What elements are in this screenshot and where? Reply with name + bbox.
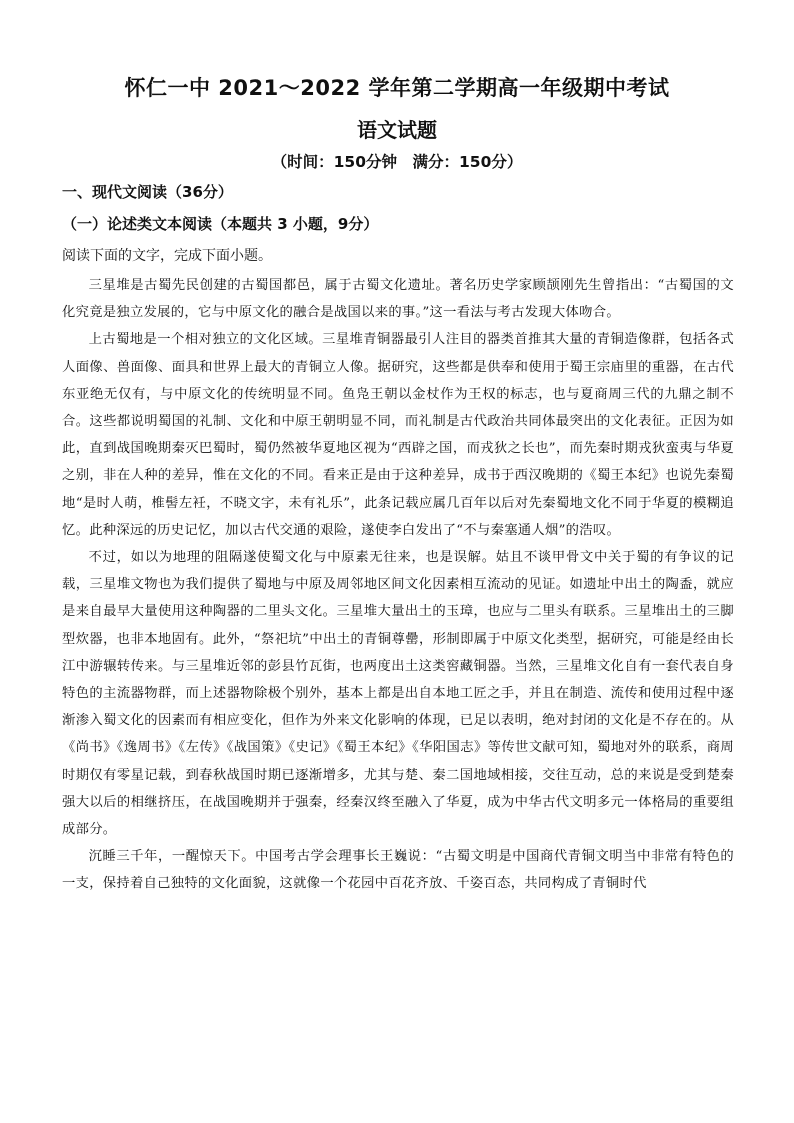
passage-paragraph: 不过，如以为地理的阻隔遂使蜀文化与中原素无往来，也是误解。姑且不谈甲骨文中关于蜀的有争议的记载，三星堆文物也为我们提供了蜀地与中原及周邻地区间文化因素相互流动的见证。如遗址中出土的陶盉，就应是来自最早大量使用这种陶器的二里头文化。三星堆大量出土的玉璋，也应与二里头有联系。三星堆出土的三脚型炊器，也非本地固有。此外，“祭祀坑”中出土的青铜尊罍，形制即属于中原文化类型，据研究，可能是经由长江中游辗转传来。与三星堆近邻的彭县竹瓦街，也两度出土这类窖藏铜器。当然，三星堆文化自有一套代表自身特色的主流器物群，而上述器物除极个别外，基本上都是出自本地工匠之手，并且在制造、流传和使用过程中逐渐渗入蜀文化的因素而有相应变化，但作为外来文化影响的体现，已足以表明，绝对封闭的文化是不存在的。从《尚书》《逸周书》《左传》《战国策》《史记》《蜀王本纪》《华阳国志》等传世文献可知，蜀地对外的联系，商周时期仅有零星记载，到春秋战国时期已逐渐增多，尤其与楚、秦二国地域相接，交往互动，总的来说是受到楚秦强大以后的相继挤压，在战国晚期并于强秦，经秦汉终至融入了华夏，成为中华古代文明多元一体格局的重要组成部分。 <box>62 550 734 838</box>
passage-body <box>62 272 734 898</box>
section-heading: 一、现代文阅读（36分） <box>62 183 233 201</box>
reading-instruction: 阅读下面的文字，完成下面小题。 <box>62 248 272 264</box>
passage-paragraph: 三星堆是古蜀先民创建的古蜀国都邑，属于古蜀文化遗址。著名历史学家顾颉刚先生曾指出：“古蜀国的文化究竟是独立发展的，它与中原文化的融合是战国以来的事。”这一看法与考古发现大体吻合。 <box>62 278 734 321</box>
passage-paragraph: 沉睡三千年，一醒惊天下。中国考古学会理事长王巍说：“古蜀文明是中国商代青铜文明当中非常有特色的一支，保持着自己独特的文化面貌，这就像一个花园中百花齐放、千姿百态，共同构成了青铜时代 <box>62 849 734 892</box>
subject-title: 语文试题 <box>357 118 437 142</box>
sub-section-heading: （一）论述类文本阅读（本题共 3 小题，9分） <box>62 215 379 233</box>
exam-title: 怀仁一中 2021～2022 学年第二学期高一年级期中考试 <box>124 76 670 100</box>
passage-paragraph: 上古蜀地是一个相对独立的文化区域。三星堆青铜器最引人注目的器类首推其大量的青铜造像群，包括各式人面像、兽面像、面具和世界上最大的青铜立人像。据研究，这些都是供奉和使用于蜀王宗庙里的重器，在古代东亚绝无仅有，与中原文化的传统明显不同。鱼凫王朝以金杖作为王权的标志，也与夏商周三代的九鼎之制不合。这些都说明蜀国的礼制、文化和中原王朝明显不同，而礼制是古代政治共同体最突出的文化表征。正因为如此，直到战国晚期秦灭巴蜀时，蜀仍然被华夏地区视为“西辟之国，而戎狄之长也”，而先秦时期戎狄蛮夷与华夏之别，非在人种的差异，惟在文化的不同。看来正是由于这种差异，成书于西汉晚期的《蜀王本纪》也说先秦蜀地“是时人萌，椎髻左衽，不晓文字，未有礼乐”，此条记载应属几百年以后对先秦蜀地文化不同于华夏的模糊追忆。此种深远的历史记忆，加以古代交通的艰险，遂使李白发出了“不与秦塞通人烟”的浩叹。 <box>62 332 734 538</box>
exam-info: （时间：150分钟 满分：150分） <box>271 153 523 171</box>
